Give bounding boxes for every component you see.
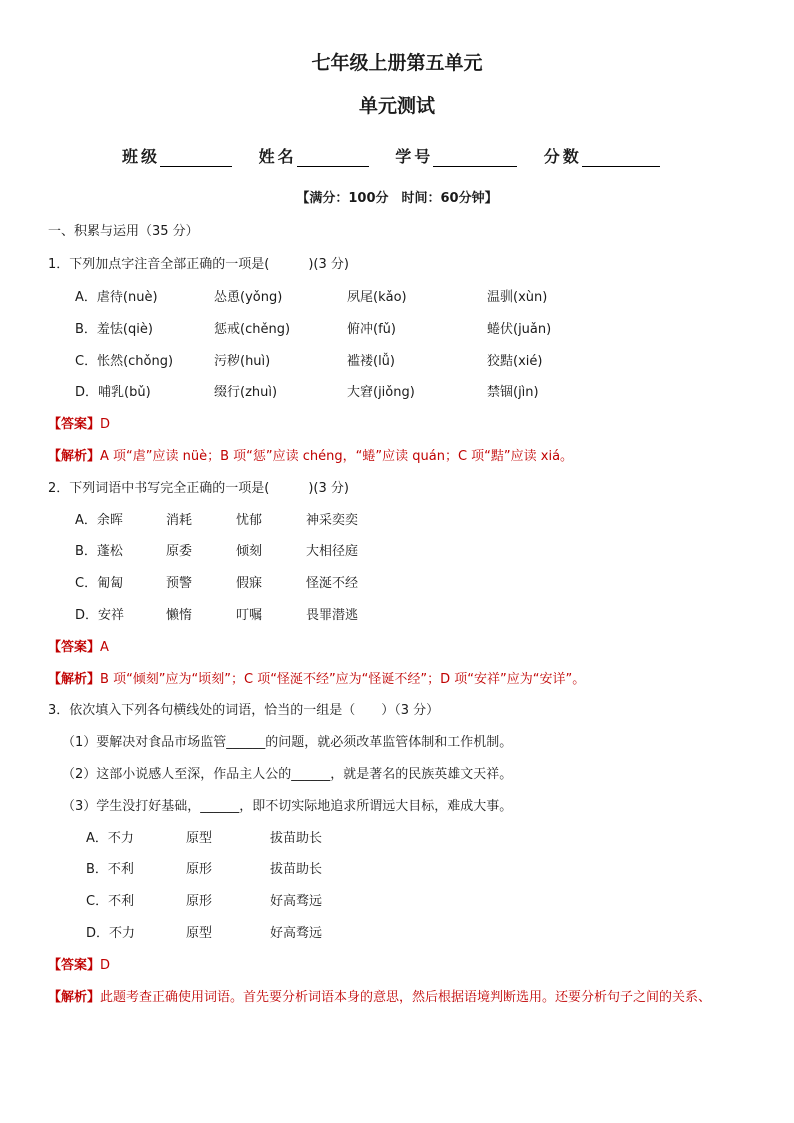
q1-option-a-1: A．虐待(nuè) <box>75 290 158 305</box>
q2-option-a-4: 神采奕奕 <box>306 513 359 528</box>
analysis-text: B 项“倾刻”应为“顷刻”；C 项“怪涎不经”应为“怪诞不经”；D 项“安祥”应为“安详”。 <box>100 672 586 687</box>
q2-option-c-4: 怪涎不经 <box>306 576 359 591</box>
q2-option-d-3: 叮嘱 <box>236 608 263 623</box>
q3-answer <box>48 954 110 973</box>
q2-option-b-1: B．蓬松 <box>75 544 123 559</box>
q3-option-d-3: 好高骛远 <box>270 926 323 941</box>
q3-option-b-2: 原形 <box>186 862 213 877</box>
answer-value: D <box>100 417 111 432</box>
q3-sentence-3: （3）学生没打好基础，______，即不切实际地追求所谓远大目标，难成大事。 <box>62 799 513 814</box>
q1-option-d-1: D．哺乳(bǔ) <box>75 385 151 400</box>
q3-sentence-1: （1）要解决对食品市场监管______的问题，就必须改革监管体制和工作机制。 <box>62 735 513 750</box>
answer-tag: 【答案】 <box>48 640 101 655</box>
q3-sentence-2: （2）这部小说感人至深，作品主人公的______，就是著名的民族英雄文天祥。 <box>62 767 513 782</box>
q3-option-a-2: 原型 <box>186 831 213 846</box>
score-blank <box>582 148 660 167</box>
q3-option-b-1: B．不利 <box>86 862 134 877</box>
q3-stem: 3．依次填入下列各句横线处的词语，恰当的一组是（ ）（3 分） <box>48 703 440 718</box>
exam-subtitle: 单元测试 <box>358 95 435 117</box>
score-label: 分数 <box>543 147 582 166</box>
q2-option-b-2: 原委 <box>166 544 193 559</box>
section-title: 一、积累与运用（35 分） <box>48 224 199 239</box>
q1-option-a-2: 怂恿(yǒng) <box>214 290 283 305</box>
q1-analysis <box>48 445 573 464</box>
q3-option-a-3: 拔苗助长 <box>270 831 323 846</box>
q2-analysis <box>48 668 585 687</box>
exam-title: 七年级上册第五单元 <box>311 52 483 74</box>
q3-analysis <box>48 986 711 1005</box>
exam-meta: 【满分：100分 时间：60分钟】 <box>296 191 498 206</box>
q1-option-d-2: 缀行(zhuì) <box>214 385 278 400</box>
q3-option-b-3: 拔苗助长 <box>270 862 323 877</box>
student-info-line <box>122 144 660 167</box>
q2-option-d-2: 懒惰 <box>166 608 193 623</box>
q2-option-b-3: 倾刻 <box>236 544 263 559</box>
q2-stem: 2．下列词语中书写完全正确的一项是( )(3 分) <box>48 481 349 496</box>
q1-option-b-2: 惩戒(chěng) <box>214 322 291 337</box>
q2-option-c-2: 预警 <box>166 576 193 591</box>
answer-value: A <box>100 640 109 655</box>
q1-option-d-4: 禁锢(jìn) <box>487 385 539 400</box>
analysis-tag: 【解析】 <box>48 990 101 1005</box>
q1-option-b-1: B．羞怯(qiè) <box>75 322 153 337</box>
q1-stem: 1．下列加点字注音全部正确的一项是( )(3 分) <box>48 257 349 272</box>
q2-option-a-3: 忧郁 <box>236 513 263 528</box>
analysis-text: A 项“虐”应读 nüè；B 项“惩”应读 chéng，“蜷”应读 quán；C 项“黠”应读 xiá。 <box>100 449 574 464</box>
q2-option-a-2: 消耗 <box>166 513 193 528</box>
q3-option-c-2: 原形 <box>186 894 213 909</box>
q1-option-d-3: 大窘(jiǒng) <box>347 385 415 400</box>
q1-option-c-4: 狡黠(xié) <box>487 354 543 369</box>
analysis-tag: 【解析】 <box>48 672 101 687</box>
answer-tag: 【答案】 <box>48 958 101 973</box>
q3-option-d-2: 原型 <box>186 926 213 941</box>
analysis-text: 此题考查正确使用词语。首先要分析词语本身的意思，然后根据语境判断选用。还要分析句子之间的关系、 <box>100 990 712 1005</box>
q2-option-b-4: 大相径庭 <box>306 544 359 559</box>
name-blank <box>297 148 369 167</box>
q1-option-b-3: 俯冲(fǔ) <box>347 322 396 337</box>
name-label: 姓名 <box>258 147 297 166</box>
q2-option-a-1: A．余晖 <box>75 513 123 528</box>
q2-answer <box>48 636 109 655</box>
q2-option-c-3: 假寐 <box>236 576 263 591</box>
q3-option-c-3: 好高骛远 <box>270 894 323 909</box>
q3-option-a-1: A．不力 <box>86 831 134 846</box>
class-blank <box>160 148 232 167</box>
q2-option-d-4: 畏罪潜逃 <box>306 608 359 623</box>
q1-option-c-1: C．怅然(chǒng) <box>75 354 174 369</box>
q3-option-c-1: C．不利 <box>86 894 135 909</box>
q1-option-c-2: 污秽(huì) <box>214 354 271 369</box>
q3-option-d-1: D．不力 <box>86 926 136 941</box>
q1-option-a-4: 温驯(xùn) <box>487 290 548 305</box>
number-blank <box>433 148 517 167</box>
q2-option-c-1: C．匍匐 <box>75 576 124 591</box>
answer-value: D <box>100 958 111 973</box>
analysis-tag: 【解析】 <box>48 449 101 464</box>
q2-option-d-1: D．安祥 <box>75 608 125 623</box>
q1-option-b-4: 蜷伏(juǎn) <box>487 322 552 337</box>
q1-option-c-3: 褴褛(lǚ) <box>347 354 395 369</box>
number-label: 学号 <box>395 147 434 166</box>
answer-tag: 【答案】 <box>48 417 101 432</box>
q1-answer <box>48 413 110 432</box>
class-label: 班级 <box>122 147 161 166</box>
q1-option-a-3: 夙尾(kǎo) <box>347 290 407 305</box>
